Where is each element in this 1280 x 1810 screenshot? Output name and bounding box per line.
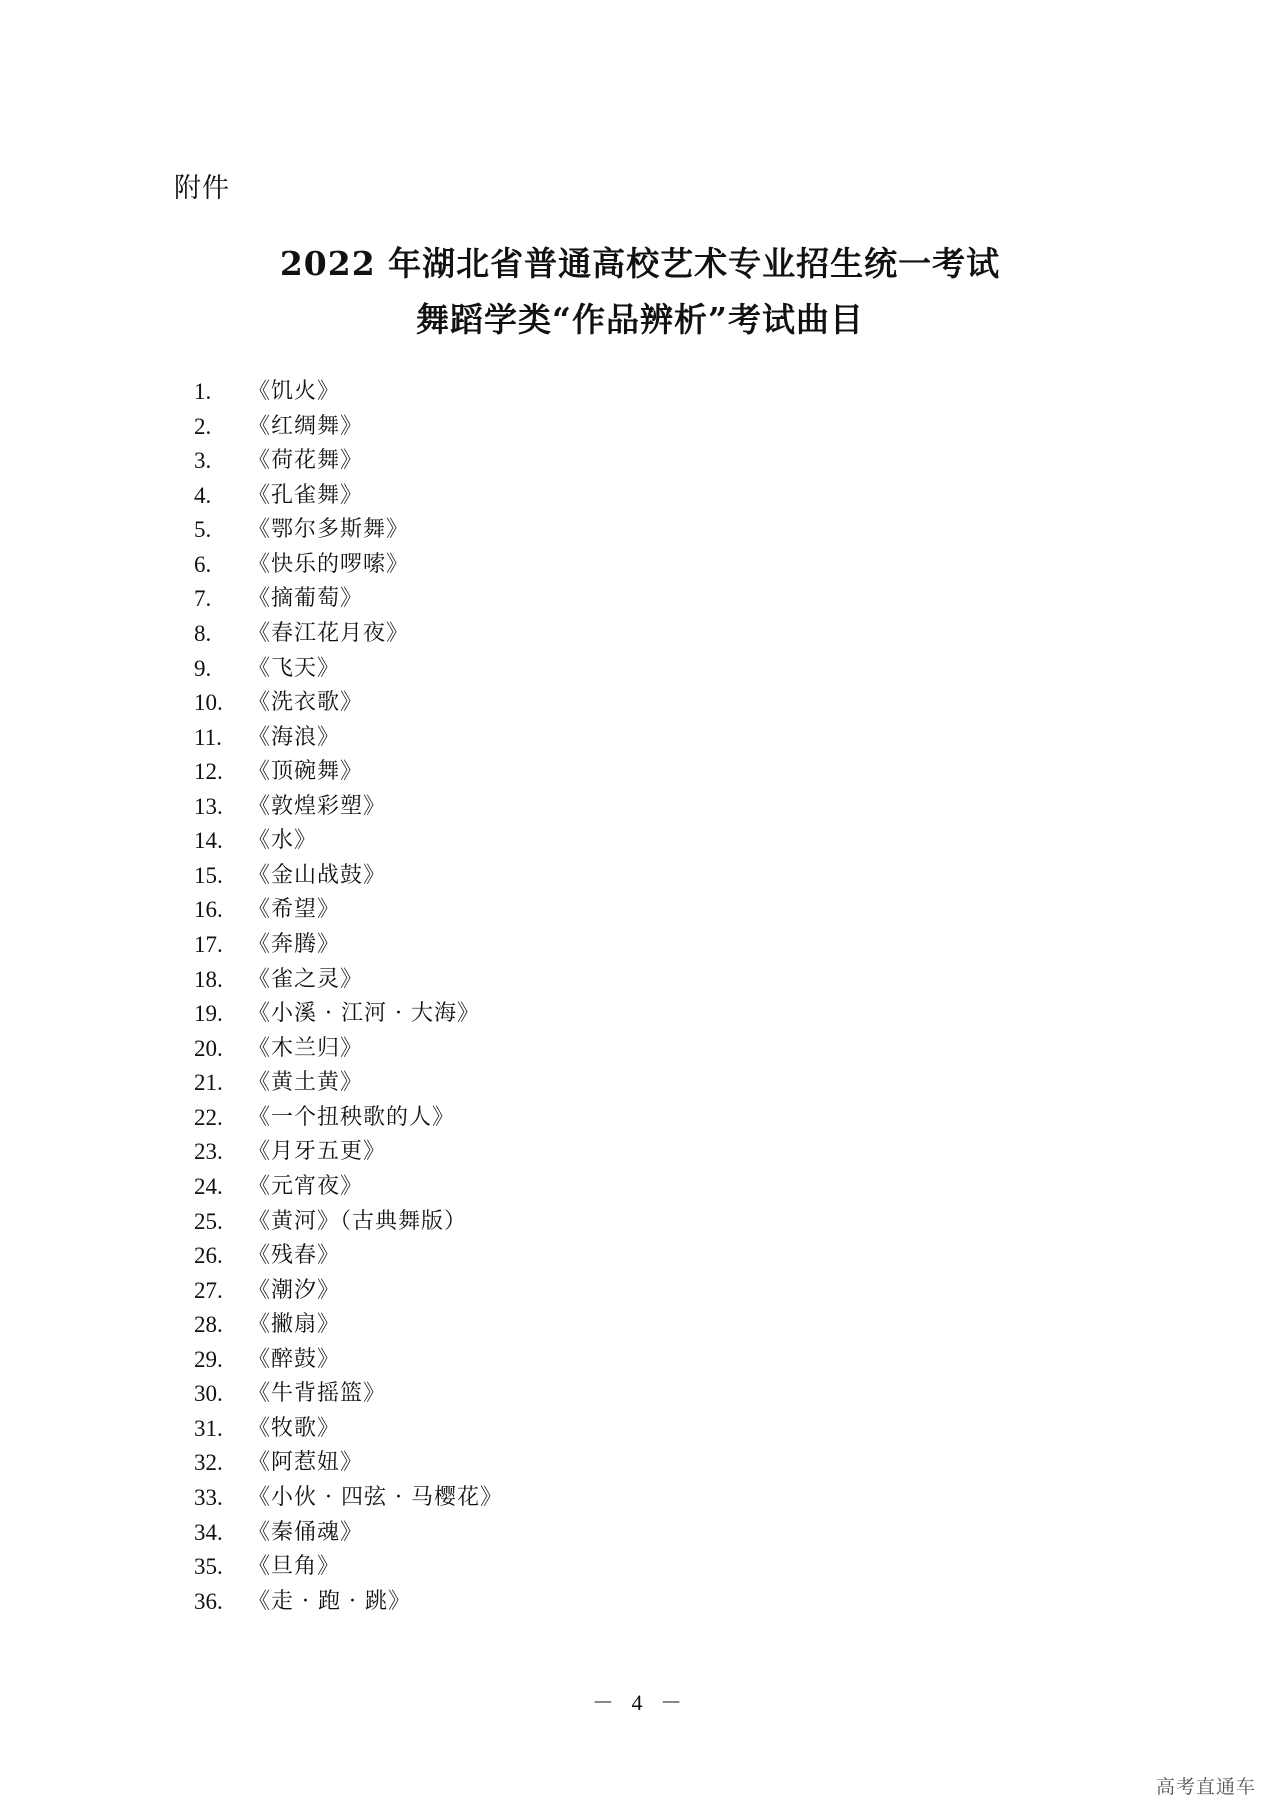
item-number: 11. bbox=[194, 724, 222, 750]
list-item bbox=[194, 1343, 503, 1378]
item-number: 35. bbox=[194, 1554, 223, 1580]
item-title: 《雀之灵》 bbox=[248, 966, 364, 992]
list-item bbox=[194, 1446, 503, 1481]
list-item bbox=[194, 548, 503, 583]
item-number: 32. bbox=[194, 1450, 223, 1476]
watermark: 高考直通车 bbox=[1155, 1776, 1256, 1798]
list-item bbox=[194, 1205, 503, 1240]
item-number: 4. bbox=[194, 482, 212, 508]
list-item bbox=[194, 1239, 503, 1274]
item-number: 3. bbox=[194, 448, 212, 474]
list-item bbox=[194, 513, 503, 548]
page-number: － 4 － bbox=[591, 1690, 688, 1715]
item-number: 14. bbox=[194, 828, 223, 854]
list-item bbox=[194, 1032, 503, 1067]
item-number: 12. bbox=[194, 759, 223, 785]
list-item bbox=[194, 963, 503, 998]
list-item bbox=[194, 1481, 503, 1516]
item-number: 27. bbox=[194, 1277, 223, 1303]
item-title: 《海浪》 bbox=[248, 724, 341, 750]
item-title: 《牧歌》 bbox=[248, 1415, 341, 1441]
list-item bbox=[194, 686, 503, 721]
item-number: 15. bbox=[194, 862, 223, 888]
item-title: 《鄂尔多斯舞》 bbox=[248, 517, 410, 543]
item-title: 《红绸舞》 bbox=[248, 413, 364, 439]
list-item bbox=[194, 824, 503, 859]
item-title: 《黄土黄》 bbox=[248, 1070, 364, 1096]
item-title: 《希望》 bbox=[248, 897, 341, 923]
item-title: 《飞天》 bbox=[248, 655, 341, 681]
item-title: 《撇扇》 bbox=[248, 1312, 341, 1338]
item-title: 《敦煌彩塑》 bbox=[248, 793, 387, 819]
item-number: 25. bbox=[194, 1208, 223, 1234]
item-number: 22. bbox=[194, 1104, 223, 1130]
list-item bbox=[194, 1377, 503, 1412]
item-number: 24. bbox=[194, 1173, 223, 1199]
list-item bbox=[194, 1412, 503, 1447]
list-item bbox=[194, 928, 503, 963]
item-number: 18. bbox=[194, 966, 223, 992]
item-title: 《春江花月夜》 bbox=[248, 620, 410, 646]
item-number: 23. bbox=[194, 1139, 223, 1165]
item-title: 《水》 bbox=[248, 828, 318, 854]
item-number: 26. bbox=[194, 1243, 223, 1269]
item-number: 8. bbox=[194, 620, 212, 646]
item-title: 《木兰归》 bbox=[248, 1035, 364, 1061]
list-item bbox=[194, 1135, 503, 1170]
item-title: 《快乐的啰嗦》 bbox=[248, 551, 410, 577]
item-number: 33. bbox=[194, 1485, 223, 1510]
item-title: 《牛背摇篮》 bbox=[248, 1381, 387, 1407]
item-title: 《小溪 · 江河 · 大海》 bbox=[248, 1001, 480, 1027]
item-title: 《荷花舞》 bbox=[248, 448, 364, 474]
document-title-line-2: 舞蹈学类“作品辨析”考试曲目 bbox=[416, 300, 864, 339]
item-title: 《小伙 · 四弦 · 马樱花》 bbox=[248, 1485, 503, 1510]
item-number: 2. bbox=[194, 413, 212, 439]
item-number: 29. bbox=[194, 1346, 223, 1372]
item-title: 《孔雀舞》 bbox=[248, 482, 364, 508]
item-number: 20. bbox=[194, 1035, 223, 1061]
item-title: 《秦俑魂》 bbox=[248, 1519, 364, 1545]
item-number: 6. bbox=[194, 551, 212, 577]
list-item bbox=[194, 479, 503, 514]
item-number: 17. bbox=[194, 932, 223, 957]
item-title: 《阿惹妞》 bbox=[248, 1450, 364, 1476]
list-item bbox=[194, 375, 503, 410]
list-item bbox=[194, 893, 503, 928]
document-title-line-1: 2022 年湖北省普通高校艺术专业招生统一考试 bbox=[279, 244, 1001, 283]
list-item bbox=[194, 582, 503, 617]
item-title: 《饥火》 bbox=[248, 379, 341, 404]
list-item bbox=[194, 1274, 503, 1309]
item-title: 《残春》 bbox=[248, 1243, 341, 1269]
list-item bbox=[194, 1585, 503, 1620]
item-title: 《旦角》 bbox=[248, 1554, 341, 1580]
list-item bbox=[194, 1550, 503, 1585]
item-number: 34. bbox=[194, 1519, 223, 1545]
list-item bbox=[194, 997, 503, 1032]
item-number: 9. bbox=[194, 655, 212, 681]
item-title: 《一个扭秧歌的人》 bbox=[248, 1104, 456, 1130]
item-number: 10. bbox=[194, 690, 223, 716]
item-title: 《元宵夜》 bbox=[248, 1173, 364, 1199]
attachment-label: 附件 bbox=[174, 173, 230, 204]
item-number: 36. bbox=[194, 1588, 223, 1614]
item-title: 《月牙五更》 bbox=[248, 1139, 387, 1165]
item-title: 《洗衣歌》 bbox=[248, 690, 364, 716]
item-title: 《潮汐》 bbox=[248, 1277, 341, 1303]
item-title: 《奔腾》 bbox=[248, 932, 341, 957]
list-item bbox=[194, 652, 503, 687]
item-number: 28. bbox=[194, 1312, 223, 1338]
item-title: 《黄河》（古典舞版） bbox=[248, 1208, 468, 1234]
item-title: 《走 · 跑 · 跳》 bbox=[248, 1588, 411, 1614]
list-item bbox=[194, 859, 503, 894]
works-list bbox=[194, 375, 503, 1619]
item-number: 7. bbox=[194, 586, 212, 612]
list-item bbox=[194, 790, 503, 825]
list-item bbox=[194, 1066, 503, 1101]
item-number: 16. bbox=[194, 897, 223, 923]
item-number: 5. bbox=[194, 517, 212, 543]
list-item bbox=[194, 1308, 503, 1343]
list-item bbox=[194, 1170, 503, 1205]
list-item bbox=[194, 755, 503, 790]
item-title: 《金山战鼓》 bbox=[248, 862, 387, 888]
item-title: 《醉鼓》 bbox=[248, 1346, 341, 1372]
item-number: 30. bbox=[194, 1381, 223, 1407]
list-item bbox=[194, 1516, 503, 1551]
item-number: 19. bbox=[194, 1001, 223, 1027]
item-number: 21. bbox=[194, 1070, 223, 1096]
item-title: 《摘葡萄》 bbox=[248, 586, 364, 612]
list-item bbox=[194, 1101, 503, 1136]
list-item bbox=[194, 444, 503, 479]
item-number: 31. bbox=[194, 1415, 223, 1441]
list-item bbox=[194, 410, 503, 445]
list-item bbox=[194, 721, 503, 756]
item-number: 13. bbox=[194, 793, 223, 819]
item-title: 《顶碗舞》 bbox=[248, 759, 364, 785]
item-number: 1. bbox=[194, 379, 212, 404]
list-item bbox=[194, 617, 503, 652]
